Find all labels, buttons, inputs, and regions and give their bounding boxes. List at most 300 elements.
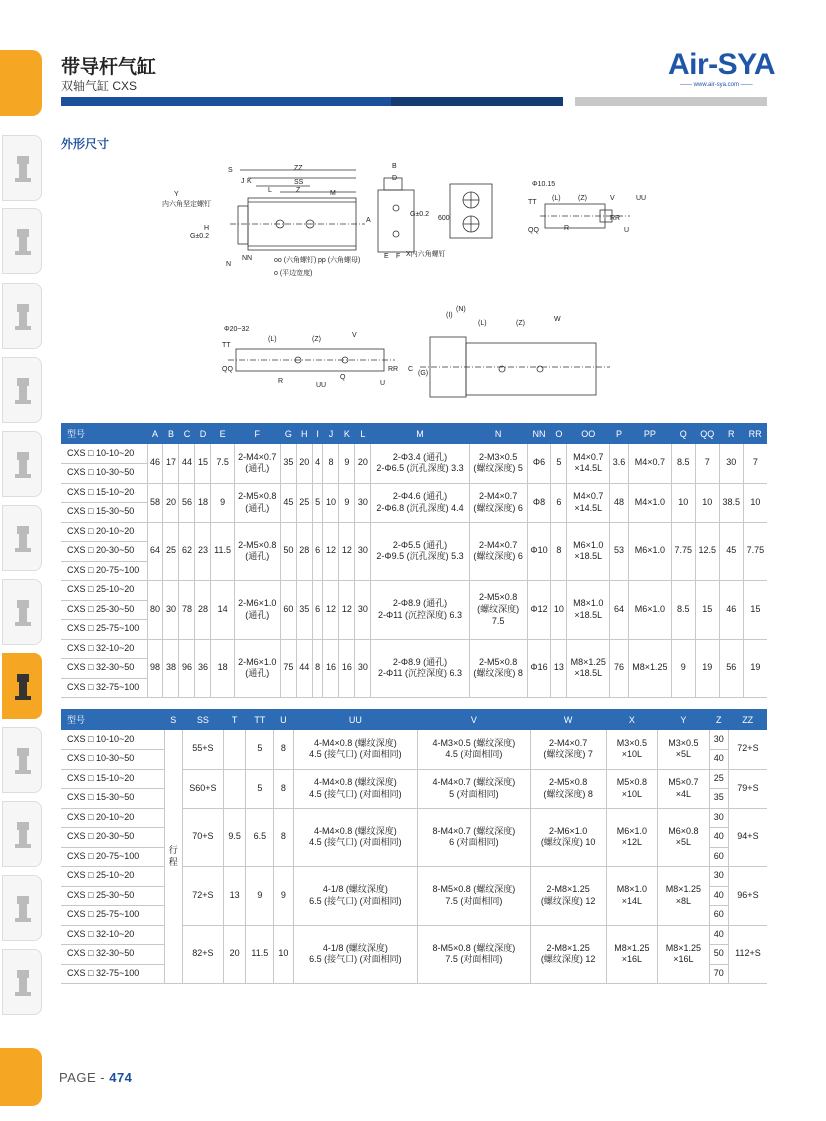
value-cell: M5×0.7 ×4L bbox=[658, 769, 710, 808]
drawing-label: NN bbox=[242, 255, 253, 262]
z-cell: 25 bbox=[709, 769, 728, 789]
drawing-label: C bbox=[408, 366, 414, 373]
drawing-label: M bbox=[330, 190, 336, 197]
value-cell: 6 bbox=[312, 522, 323, 581]
value-cell: 4-M4×0.8 (螺纹深度) 4.5 (接气口) (对面相同) bbox=[293, 808, 418, 867]
drawing-label: (L) bbox=[552, 195, 561, 202]
column-header: B bbox=[163, 423, 179, 444]
value-cell: 15 bbox=[195, 444, 211, 483]
value-cell: 38.5 bbox=[719, 483, 743, 522]
pneumatic-icon[interactable] bbox=[2, 727, 42, 793]
value-cell: 6.5 bbox=[246, 808, 274, 867]
drawing-label: (L) bbox=[268, 336, 277, 343]
model-cell: CXS □ 10-10~20 bbox=[61, 730, 164, 750]
value-cell: 8.5 bbox=[671, 444, 695, 483]
value-cell: 2-M8×1.25 (螺纹深度) 12 bbox=[530, 867, 606, 926]
drawing-label: R bbox=[564, 225, 570, 232]
drawing-label: UU bbox=[636, 195, 647, 202]
s-cell: 行 程 bbox=[164, 730, 182, 984]
column-header: X bbox=[606, 709, 658, 730]
column-header: ZZ bbox=[728, 709, 767, 730]
value-cell: 4 bbox=[312, 444, 323, 483]
column-header: NN bbox=[527, 423, 551, 444]
drawing-label: W bbox=[554, 316, 561, 323]
value-cell: 75 bbox=[280, 639, 296, 698]
model-cell: CXS □ 32-30~50 bbox=[61, 945, 164, 965]
column-header: S bbox=[164, 709, 182, 730]
value-cell: 8 bbox=[551, 522, 567, 581]
value-cell: Φ10 bbox=[527, 522, 551, 581]
value-cell: 35 bbox=[280, 444, 296, 483]
value-cell: 2-M6×1.0 (通孔) bbox=[234, 639, 280, 698]
value-cell: 2-M8×1.25 (螺纹深度) 12 bbox=[530, 925, 606, 984]
value-cell: 56 bbox=[719, 639, 743, 698]
drawing-label: 600 bbox=[438, 215, 450, 222]
value-cell: 2-M5×0.8 (螺纹深度) 8 bbox=[530, 769, 606, 808]
top-tab bbox=[0, 50, 42, 116]
model-cell: CXS □ 20-75~100 bbox=[61, 847, 164, 867]
value-cell bbox=[223, 730, 245, 769]
z-cell: 70 bbox=[709, 964, 728, 984]
value-cell: 2-M6×1.0 (通孔) bbox=[234, 581, 280, 640]
z-cell: 60 bbox=[709, 906, 728, 926]
value-cell: 4-1/8 (螺纹深度) 6.5 (接气口) (对面相同) bbox=[293, 867, 418, 926]
value-cell: 12 bbox=[323, 581, 339, 640]
value-cell: 5 bbox=[246, 730, 274, 769]
drawing-label: oo (六角螺钉) bbox=[274, 257, 317, 264]
zz-cell: 94+S bbox=[728, 808, 767, 867]
header-bar-dark bbox=[391, 97, 563, 106]
value-cell: 7.75 bbox=[671, 522, 695, 581]
value-cell: M8×1.25 ×8L bbox=[658, 867, 710, 926]
value-cell: 28 bbox=[195, 581, 211, 640]
drawing-label: 内六角坚定螺钉 bbox=[162, 201, 211, 208]
model-cell: CXS □ 25-75~100 bbox=[61, 906, 164, 926]
value-cell: 7.75 bbox=[743, 522, 767, 581]
model-cell: CXS □ 32-75~100 bbox=[61, 678, 147, 698]
drawing-label: U bbox=[380, 380, 386, 387]
drawing-label: Y bbox=[174, 191, 179, 198]
drawing-label: QQ bbox=[528, 227, 539, 234]
model-cell: CXS □ 20-10~20 bbox=[61, 808, 164, 828]
column-header: 型号 bbox=[61, 423, 147, 444]
value-cell: 19 bbox=[695, 639, 719, 698]
column-header: D bbox=[195, 423, 211, 444]
z-cell: 30 bbox=[709, 730, 728, 750]
table-row bbox=[61, 581, 767, 601]
value-cell: 9 bbox=[671, 639, 695, 698]
value-cell: 13 bbox=[223, 867, 245, 926]
drawing-label: K bbox=[247, 178, 252, 185]
spec-table-1 bbox=[61, 423, 767, 698]
value-cell: 2-Φ5.5 (通孔) 2-Φ9.5 (沉孔深度) 5.3 bbox=[371, 522, 469, 581]
column-header: E bbox=[211, 423, 234, 444]
value-cell: 23 bbox=[195, 522, 211, 581]
value-cell: 25 bbox=[296, 483, 312, 522]
value-cell: 2-M4×0.7 (螺纹深度) 7 bbox=[530, 730, 606, 769]
value-cell: 4-M4×0.8 (螺纹深度) 4.5 (接气口) (对面相同) bbox=[293, 730, 418, 769]
value-cell: 12 bbox=[339, 522, 355, 581]
z-cell: 30 bbox=[709, 808, 728, 828]
value-cell: 10 bbox=[695, 483, 719, 522]
zz-cell: 79+S bbox=[728, 769, 767, 808]
drawing-label: L bbox=[268, 187, 272, 194]
value-cell bbox=[223, 769, 245, 808]
value-cell: 16 bbox=[339, 639, 355, 698]
drawing-label: N bbox=[226, 261, 232, 268]
value-cell: M8×1.25 ×16L bbox=[606, 925, 658, 984]
value-cell: 20 bbox=[163, 483, 179, 522]
value-cell: 30 bbox=[355, 639, 371, 698]
valve-icon[interactable] bbox=[2, 283, 42, 349]
drawing-label: G±0.2 bbox=[410, 211, 430, 218]
drawing-label: RR bbox=[610, 215, 621, 222]
value-cell: 18 bbox=[195, 483, 211, 522]
value-cell: 53 bbox=[610, 522, 629, 581]
value-cell: 28 bbox=[296, 522, 312, 581]
value-cell: 72+S bbox=[182, 867, 223, 926]
model-cell: CXS □ 15-10~20 bbox=[61, 483, 147, 503]
value-cell: 11.5 bbox=[246, 925, 274, 984]
dimension-drawing-bottom bbox=[220, 305, 620, 405]
value-cell: 10 bbox=[671, 483, 695, 522]
value-cell: 48 bbox=[610, 483, 629, 522]
value-cell: 8 bbox=[274, 769, 293, 808]
value-cell: 2-Φ3.4 (通孔) 2-Φ6.5 (沉孔深度) 3.3 bbox=[371, 444, 469, 483]
filter-icon[interactable] bbox=[2, 135, 42, 201]
model-cell: CXS □ 25-10~20 bbox=[61, 867, 164, 887]
value-cell: 9 bbox=[246, 867, 274, 926]
value-cell: 2-M3×0.5 (螺纹深度) 5 bbox=[469, 444, 527, 483]
value-cell: M4×0.7 bbox=[628, 444, 671, 483]
value-cell: 96 bbox=[179, 639, 195, 698]
value-cell: 30 bbox=[719, 444, 743, 483]
value-cell: 70+S bbox=[182, 808, 223, 867]
elbow-icon[interactable] bbox=[2, 801, 42, 867]
value-cell: 12.5 bbox=[695, 522, 719, 581]
column-header: T bbox=[223, 709, 245, 730]
fitting-icon[interactable] bbox=[2, 357, 42, 423]
value-cell: 46 bbox=[719, 581, 743, 640]
value-cell: 4-M3×0.5 (螺纹深度) 4.5 (对面相同) bbox=[418, 730, 530, 769]
model-cell: CXS □ 20-30~50 bbox=[61, 542, 147, 562]
model-cell: CXS □ 25-75~100 bbox=[61, 620, 147, 640]
value-cell: 9.5 bbox=[223, 808, 245, 867]
value-cell: 15 bbox=[695, 581, 719, 640]
regulator-icon[interactable] bbox=[2, 208, 42, 274]
value-cell: M6×0.8 ×5L bbox=[658, 808, 710, 867]
model-cell: CXS □ 32-10~20 bbox=[61, 639, 147, 659]
drawing-label: o (平边宽度) bbox=[274, 270, 313, 277]
value-cell: 18 bbox=[211, 639, 234, 698]
drawing-label: F bbox=[396, 253, 401, 260]
zz-cell: 72+S bbox=[728, 730, 767, 769]
value-cell: Φ16 bbox=[527, 639, 551, 698]
value-cell: 10 bbox=[743, 483, 767, 522]
value-cell: 2-M5×0.8 (螺纹深度) 7.5 bbox=[469, 581, 527, 640]
model-cell: CXS □ 15-30~50 bbox=[61, 789, 164, 809]
gripper-icon[interactable] bbox=[2, 949, 42, 1015]
table-row bbox=[61, 444, 767, 464]
drawing-label: X内六角螺钉 bbox=[406, 251, 446, 258]
page-title: 带导杆气缸 bbox=[61, 57, 157, 78]
value-cell: 2-M4×0.7 (通孔) bbox=[234, 444, 280, 483]
value-cell: 6 bbox=[312, 581, 323, 640]
column-header: W bbox=[530, 709, 606, 730]
column-header: UU bbox=[293, 709, 418, 730]
drawing-label: TT bbox=[528, 199, 537, 206]
column-header: L bbox=[355, 423, 371, 444]
model-cell: CXS □ 20-75~100 bbox=[61, 561, 147, 581]
column-header: 型号 bbox=[61, 709, 164, 730]
value-cell: M4×1.0 bbox=[628, 483, 671, 522]
model-cell: CXS □ 10-30~50 bbox=[61, 464, 147, 484]
model-cell: CXS □ 32-30~50 bbox=[61, 659, 147, 679]
value-cell: 7 bbox=[695, 444, 719, 483]
drawing-label: (N) bbox=[456, 306, 466, 313]
z-cell: 50 bbox=[709, 945, 728, 965]
drawing-label: Φ10.15 bbox=[532, 181, 556, 188]
column-header: O bbox=[551, 423, 567, 444]
value-cell: 2-Φ8.9 (通孔) 2-Φ11 (沉控深度) 6.3 bbox=[371, 581, 469, 640]
drawing-label: (L) bbox=[478, 320, 487, 327]
value-cell: 12 bbox=[323, 522, 339, 581]
drawing-label: ZZ bbox=[294, 165, 303, 172]
column-header: QQ bbox=[695, 423, 719, 444]
model-cell: CXS □ 10-10~20 bbox=[61, 444, 147, 464]
column-header: H bbox=[296, 423, 312, 444]
value-cell: M8×1.0 ×18.5L bbox=[567, 581, 610, 640]
z-cell: 40 bbox=[709, 925, 728, 945]
value-cell: M4×0.7 ×14.5L bbox=[567, 444, 610, 483]
column-header: K bbox=[339, 423, 355, 444]
value-cell: 14 bbox=[211, 581, 234, 640]
drawing-label: U bbox=[624, 227, 630, 234]
column-header: N bbox=[469, 423, 527, 444]
actuator-icon[interactable] bbox=[2, 579, 42, 645]
drawing-label: RR bbox=[388, 366, 399, 373]
value-cell: 30 bbox=[355, 581, 371, 640]
value-cell: 9 bbox=[274, 867, 293, 926]
value-cell: 60 bbox=[280, 581, 296, 640]
z-cell: 40 bbox=[709, 886, 728, 906]
spec-table-2 bbox=[61, 709, 767, 984]
value-cell: 17 bbox=[163, 444, 179, 483]
value-cell: 58 bbox=[147, 483, 163, 522]
value-cell: S60+S bbox=[182, 769, 223, 808]
drawing-label: V bbox=[610, 195, 615, 202]
value-cell: 13 bbox=[551, 639, 567, 698]
model-cell: CXS □ 20-10~20 bbox=[61, 522, 147, 542]
model-cell: CXS □ 25-30~50 bbox=[61, 886, 164, 906]
value-cell: M8×1.25 bbox=[628, 639, 671, 698]
value-cell: M6×1.0 ×18.5L bbox=[567, 522, 610, 581]
value-cell: 56 bbox=[179, 483, 195, 522]
value-cell: 2-M5×0.8 (通孔) bbox=[234, 483, 280, 522]
value-cell: Φ8 bbox=[527, 483, 551, 522]
drawing-label: A bbox=[366, 217, 371, 224]
value-cell: Φ12 bbox=[527, 581, 551, 640]
value-cell: 2-M4×0.7 (螺纹深度) 6 bbox=[469, 522, 527, 581]
value-cell: 5 bbox=[246, 769, 274, 808]
column-header: RR bbox=[743, 423, 767, 444]
drawing-label: H bbox=[204, 225, 210, 232]
model-cell: CXS □ 25-10~20 bbox=[61, 581, 147, 601]
column-header: PP bbox=[628, 423, 671, 444]
table-row bbox=[61, 483, 767, 503]
value-cell: 76 bbox=[610, 639, 629, 698]
header-bar-gray bbox=[575, 97, 767, 106]
table-row bbox=[61, 639, 767, 659]
column-header: P bbox=[610, 423, 629, 444]
drawing-label: QQ bbox=[222, 366, 233, 373]
value-cell: 4-M4×0.7 (螺纹深度) 5 (对面相同) bbox=[418, 769, 530, 808]
value-cell: 30 bbox=[355, 522, 371, 581]
value-cell: 55+S bbox=[182, 730, 223, 769]
value-cell: 35 bbox=[296, 581, 312, 640]
value-cell: 20 bbox=[296, 444, 312, 483]
drawing-label: B bbox=[392, 163, 397, 170]
drawing-label: (G) bbox=[418, 370, 429, 377]
value-cell: 62 bbox=[179, 522, 195, 581]
value-cell: 3.6 bbox=[610, 444, 629, 483]
value-cell: 5 bbox=[312, 483, 323, 522]
z-cell: 40 bbox=[709, 828, 728, 848]
column-header: G bbox=[280, 423, 296, 444]
value-cell: 2-M6×1.0 (螺纹深度) 10 bbox=[530, 808, 606, 867]
drawing-label: SS bbox=[294, 179, 304, 186]
value-cell: 8 bbox=[274, 730, 293, 769]
column-header: A bbox=[147, 423, 163, 444]
value-cell: 5 bbox=[551, 444, 567, 483]
value-cell: M8×1.25 ×18.5L bbox=[567, 639, 610, 698]
value-cell: 10 bbox=[551, 581, 567, 640]
cylinder-icon[interactable] bbox=[2, 431, 42, 497]
value-cell: 2-M5×0.8 (螺纹深度) 8 bbox=[469, 639, 527, 698]
value-cell: 4-M4×0.8 (螺纹深度) 4.5 (接气口) (对面相同) bbox=[293, 769, 418, 808]
value-cell: 4-1/8 (螺纹深度) 6.5 (接气口) (对面相同) bbox=[293, 925, 418, 984]
drawing-label: S bbox=[228, 167, 233, 174]
value-cell: M8×1.25 ×16L bbox=[658, 925, 710, 984]
value-cell: 78 bbox=[179, 581, 195, 640]
brand-url: —— www.air-sya.com —— bbox=[680, 82, 753, 88]
value-cell: M6×1.0 bbox=[628, 522, 671, 581]
drawing-label: Φ20~32 bbox=[224, 326, 250, 333]
z-cell: 35 bbox=[709, 789, 728, 809]
drawing-label: Z bbox=[296, 187, 301, 194]
value-cell: 45 bbox=[280, 483, 296, 522]
value-cell: M6×1.0 bbox=[628, 581, 671, 640]
bottom-tab bbox=[0, 1048, 42, 1106]
drawing-label: J bbox=[241, 178, 245, 185]
value-cell: 7.5 bbox=[211, 444, 234, 483]
drawing-label: pp (六角螺母) bbox=[318, 257, 361, 264]
value-cell: 8 bbox=[312, 639, 323, 698]
value-cell: 15 bbox=[743, 581, 767, 640]
guide-cylinder-icon[interactable] bbox=[2, 653, 42, 719]
value-cell: 64 bbox=[147, 522, 163, 581]
value-cell: M8×1.0 ×14L bbox=[606, 867, 658, 926]
value-cell: 6 bbox=[551, 483, 567, 522]
value-cell: 20 bbox=[355, 444, 371, 483]
value-cell: 45 bbox=[719, 522, 743, 581]
column-header: I bbox=[312, 423, 323, 444]
drawing-label: D bbox=[392, 175, 398, 182]
value-cell: M6×1.0 ×12L bbox=[606, 808, 658, 867]
column-header: C bbox=[179, 423, 195, 444]
column-header: SS bbox=[182, 709, 223, 730]
drawing-label: (Z) bbox=[578, 195, 587, 202]
value-cell: 2-Φ8.9 (通孔) 2-Φ11 (沉控深度) 6.3 bbox=[371, 639, 469, 698]
value-cell: 9 bbox=[339, 483, 355, 522]
drawing-label: TT bbox=[222, 342, 231, 349]
value-cell: 50 bbox=[280, 522, 296, 581]
table-row bbox=[61, 730, 767, 750]
value-cell: 8-M4×0.7 (螺纹深度) 6 (对面相同) bbox=[418, 808, 530, 867]
column-header: U bbox=[274, 709, 293, 730]
value-cell: M4×0.7 ×14.5L bbox=[567, 483, 610, 522]
zz-cell: 112+S bbox=[728, 925, 767, 984]
drawing-label: R bbox=[278, 378, 284, 385]
muffler-icon[interactable] bbox=[2, 875, 42, 941]
value-cell: 8-M5×0.8 (螺纹深度) 7.5 (对面相同) bbox=[418, 925, 530, 984]
value-cell: 8 bbox=[323, 444, 339, 483]
drawing-label: V bbox=[352, 332, 357, 339]
drawing-label: (I) bbox=[446, 312, 453, 319]
model-cell: CXS □ 20-30~50 bbox=[61, 828, 164, 848]
section-title: 外形尺寸 bbox=[61, 137, 110, 151]
value-cell: M3×0.5 ×5L bbox=[658, 730, 710, 769]
column-header: J bbox=[323, 423, 339, 444]
page-number: PAGE - 474 bbox=[59, 1070, 133, 1085]
value-cell: 44 bbox=[179, 444, 195, 483]
model-cell: CXS □ 32-10~20 bbox=[61, 925, 164, 945]
column-header: Q bbox=[671, 423, 695, 444]
value-cell: 20 bbox=[223, 925, 245, 984]
model-cell: CXS □ 15-10~20 bbox=[61, 769, 164, 789]
value-cell: 30 bbox=[355, 483, 371, 522]
value-cell: 7 bbox=[743, 444, 767, 483]
value-cell: 2-M4×0.7 (螺纹深度) 6 bbox=[469, 483, 527, 522]
column-header: R bbox=[719, 423, 743, 444]
value-cell: 44 bbox=[296, 639, 312, 698]
value-cell: Φ6 bbox=[527, 444, 551, 483]
value-cell: 80 bbox=[147, 581, 163, 640]
solenoid-icon[interactable] bbox=[2, 505, 42, 571]
dimension-drawing-top bbox=[160, 160, 660, 285]
value-cell: 36 bbox=[195, 639, 211, 698]
value-cell: 16 bbox=[323, 639, 339, 698]
table-row bbox=[61, 522, 767, 542]
value-cell: 19 bbox=[743, 639, 767, 698]
value-cell: 10 bbox=[323, 483, 339, 522]
header-bar-blue bbox=[61, 97, 391, 106]
value-cell: 30 bbox=[163, 581, 179, 640]
value-cell: M3×0.5 ×10L bbox=[606, 730, 658, 769]
drawing-label: (Z) bbox=[516, 320, 525, 327]
z-cell: 60 bbox=[709, 847, 728, 867]
brand-logo: Air-SYA bbox=[668, 48, 776, 81]
value-cell: 82+S bbox=[182, 925, 223, 984]
drawing-label: UU bbox=[316, 382, 327, 389]
page-subtitle: 双轴气缸 CXS bbox=[61, 79, 138, 93]
value-cell: 38 bbox=[163, 639, 179, 698]
value-cell: 9 bbox=[211, 483, 234, 522]
drawing-label: Q bbox=[340, 374, 346, 381]
z-cell: 30 bbox=[709, 867, 728, 887]
value-cell: 25 bbox=[163, 522, 179, 581]
column-header: F bbox=[234, 423, 280, 444]
